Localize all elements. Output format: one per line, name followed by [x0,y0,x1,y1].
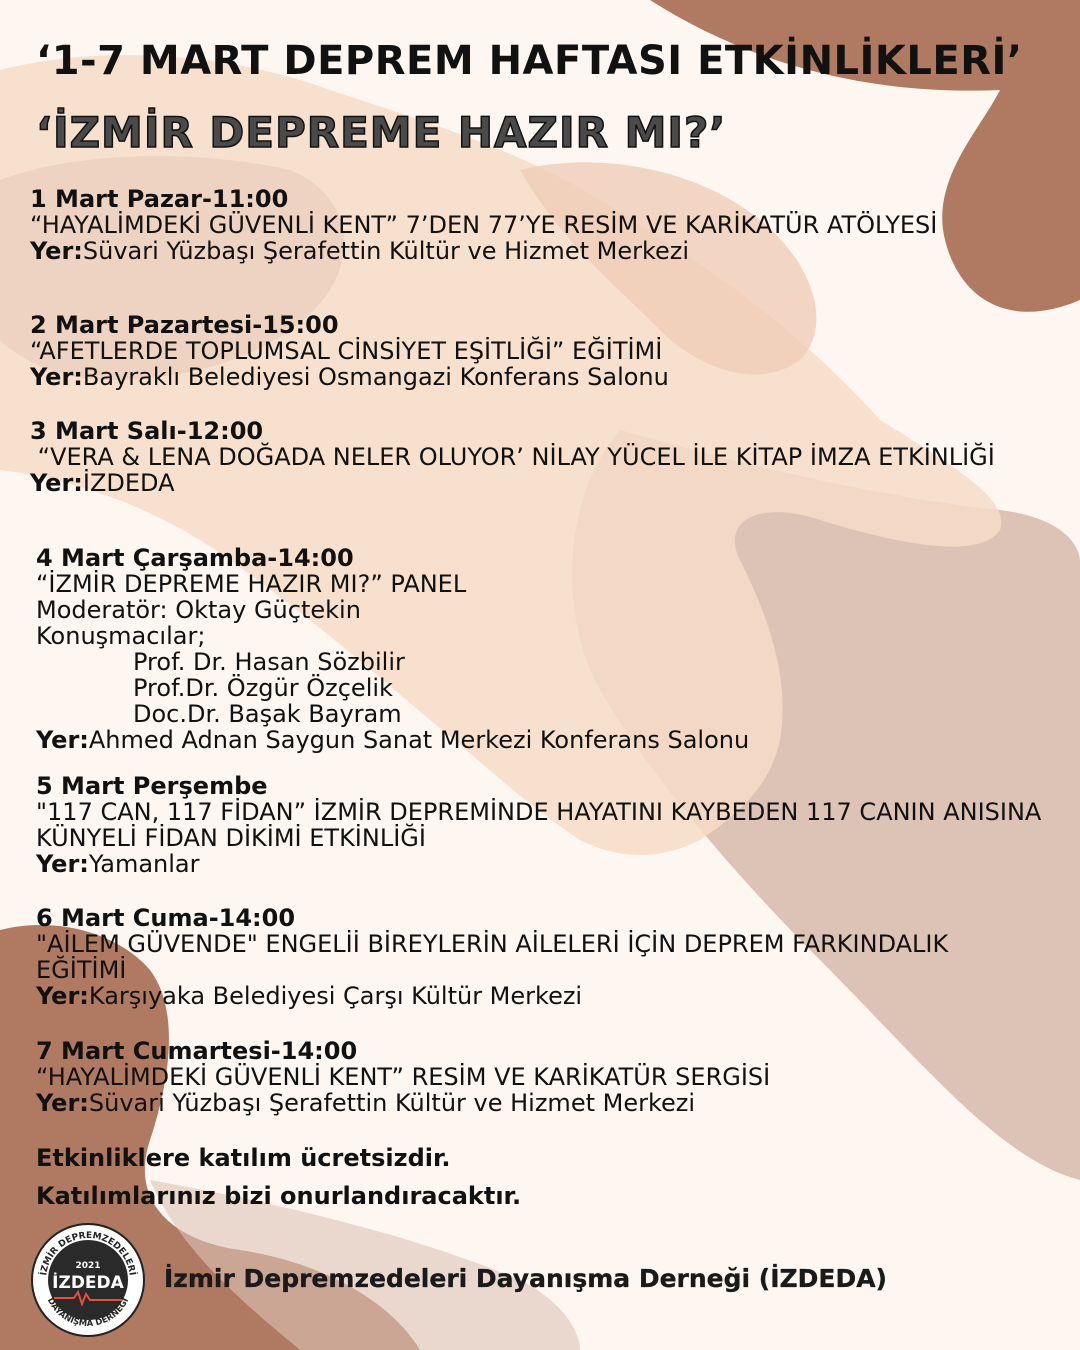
event-4 [36,545,749,753]
place-value: İZDEDA [82,469,175,497]
event-speakers-label: Konuşmacılar; [36,622,206,650]
event-description: "117 CAN, 117 FİDAN” İZMİR DEPREMİNDE HAYATINI KAYBEDEN 117 CANIN ANISINA KÜNYELİ FİDAN DİKİMİ ETKİNLİĞİ [36,798,1042,852]
place-label: Yer: [36,1089,89,1117]
event-description: “İZMİR DEPREME HAZIR MI?” PANEL [36,570,467,598]
place-value: Süvari Yüzbaşı Şerafettin Kültür ve Hizmet Merkezi [82,237,690,265]
logo-ring-bottom: DAYANIŞMA DERNEĞİ [44,1296,132,1330]
place-label: Yer: [36,982,89,1010]
event-description: “HAYALİMDEKİ GÜVENLİ KENT” RESİM VE KARİKATÜR SERGİSİ [36,1063,771,1091]
event-7 [36,1038,770,1116]
event-date-time: 5 Mart Perşembe [36,772,268,800]
place-value: Karşıyaka Belediyesi Çarşı Kültür Merkezi [88,982,583,1010]
event-place [30,470,1040,496]
event-5 [36,773,1061,877]
event-speaker: Prof. Dr. Hasan Sözbilir [133,648,405,676]
logo-year: 2021 [75,1261,101,1271]
event-description: “HAYALİMDEKİ GÜVENLİ KENT” 7’DEN 77’YE RESİM VE KARİKATÜR ATÖLYESİ [30,211,938,239]
poster-subtitle: ‘İZMİR DEPREME HAZIR MI?’ [36,108,727,157]
event-place [36,983,966,1009]
event-date-time: 4 Mart Çarşamba-14:00 [36,544,354,572]
logo-name: İZDEDA [52,1273,124,1293]
event-place [36,851,1061,877]
event-speaker: Doc.Dr. Başak Bayram [133,700,402,728]
izdeda-logo [30,1222,146,1338]
place-label: Yer: [36,850,89,878]
free-participation-note: Etkinliklere katılım ücretsizdir. [36,1144,451,1172]
honor-note: Katılımlarınız bizi onurlandıracaktır. [36,1182,522,1210]
event-date-time: 7 Mart Cumartesi-14:00 [36,1037,358,1065]
event-description: “VERA & LENA DOĞADA NELER OLUYOR’ NİLAY YÜCEL İLE KİTAP İMZA ETKİNLİĞİ [30,443,995,471]
event-2 [30,312,669,390]
event-description: "AİLEM GÜVENDE" ENGELİİ BİREYLERİN AİLELERİ İÇİN DEPREM FARKINDALIK EĞİTİMİ [36,930,949,984]
place-label: Yer: [30,363,83,391]
place-label: Yer: [30,469,83,497]
event-3 [30,418,1040,496]
event-place [36,727,749,753]
organization-name: İzmir Depremzedeleri Dayanışma Derneği (İZDEDA) [164,1264,887,1293]
event-date-time: 2 Mart Pazartesi-15:00 [30,311,339,339]
event-place [30,238,990,264]
place-value: Ahmed Adnan Saygun Sanat Merkezi Konferans Salonu [88,726,750,754]
event-date-time: 3 Mart Salı-12:00 [30,417,264,445]
event-date-time: 1 Mart Pazar-11:00 [30,185,289,213]
poster-title: ‘1-7 MART DEPREM HAFTASI ETKİNLİKLERİ’ [36,38,1023,84]
place-label: Yer: [30,237,83,265]
event-moderator: Moderatör: Oktay Güçtekin [36,596,361,624]
place-value: Süvari Yüzbaşı Şerafettin Kültür ve Hizmet Merkezi [88,1089,696,1117]
event-place [36,1090,770,1116]
place-value: Bayraklı Belediyesi Osmangazi Konferans Salonu [82,363,669,391]
event-6 [36,905,966,1009]
event-1 [30,186,990,264]
event-speaker: Prof.Dr. Özgür Özçelik [133,674,393,702]
event-place [30,364,669,390]
event-description: “AFETLERDE TOPLUMSAL CİNSİYET EŞİTLİĞİ” EĞİTİMİ [30,337,663,365]
logo-ring-top: İZMİR DEPREMZEDELERİ [39,1230,137,1277]
place-value: Yamanlar [88,850,200,878]
event-date-time: 6 Mart Cuma-14:00 [36,904,296,932]
place-label: Yer: [36,726,89,754]
